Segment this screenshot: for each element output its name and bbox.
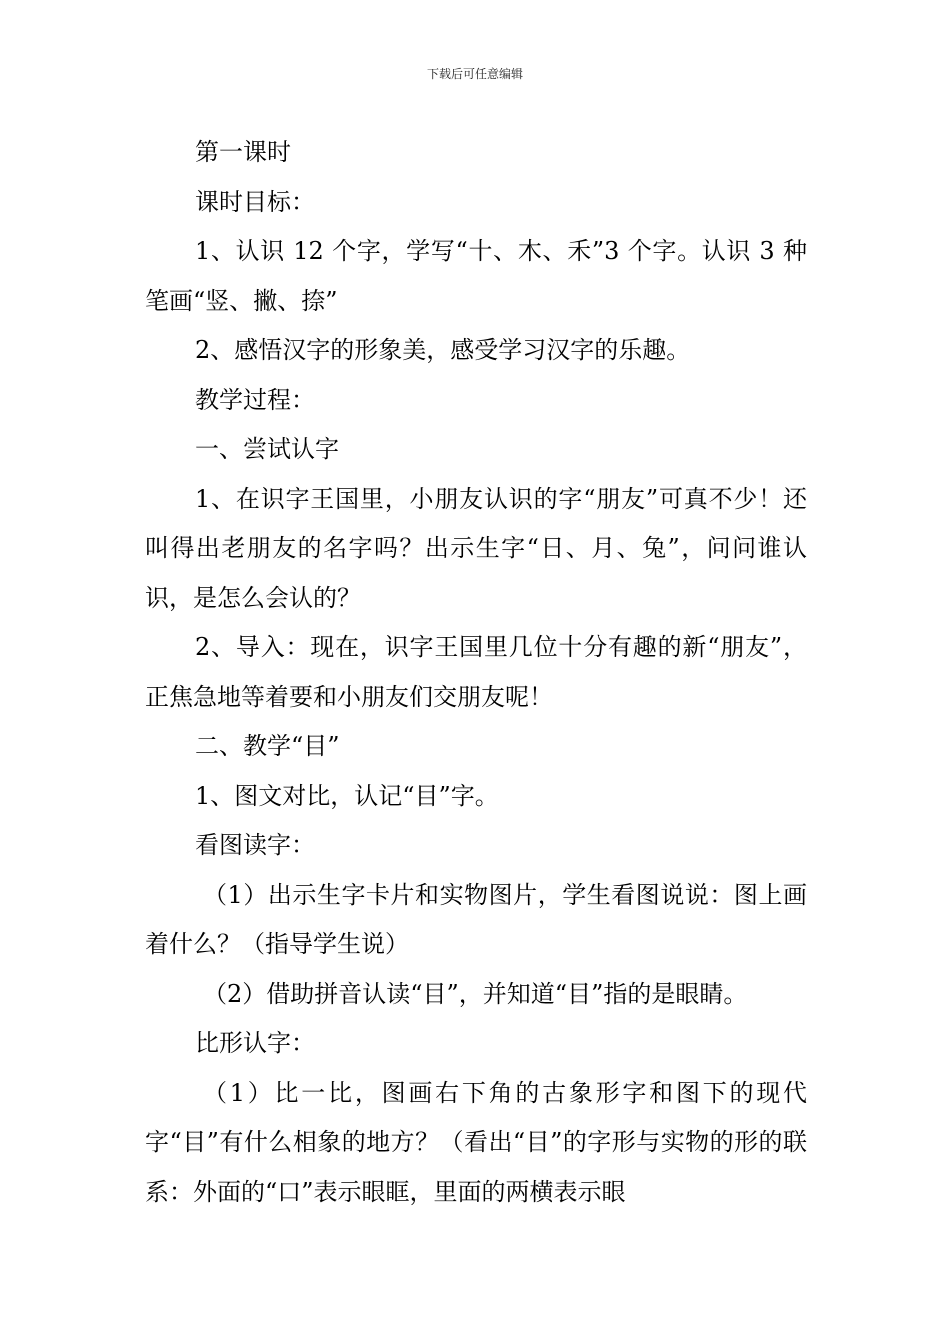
teaching-process-heading: 教学过程：	[195, 385, 315, 414]
section-1-step-2: 2、导入：现在，识字王国里几位十分有趣的新“朋友”，正焦急地等着要和小朋友们交朋友呢！	[145, 633, 807, 711]
page-header: 下载后可任意编辑	[426, 67, 523, 81]
lesson-period-title: 第一课时	[195, 138, 291, 166]
goal-item-2: 2、感悟汉字的形象美，感受学习汉字的乐趣。	[195, 336, 691, 364]
goal-item-1: 1、认识 12 个字，学写“十、木、禾”3 个字。认识 3 种笔画“竖、撇、捺”	[145, 237, 807, 315]
section-heading-1: 一、尝试认字	[195, 435, 339, 463]
section-1-step-1: 1、在识字王国里，小朋友认识的字“朋友”可真不少！还叫得出老朋友的名字吗？出示生字“日、月、兔”，问问谁认识，是怎么会认的？	[145, 484, 807, 612]
subheading-compare-shapes: 比形认字：	[195, 1029, 315, 1057]
section-heading-2: 二、教学“目”	[195, 732, 340, 760]
look-read-item-2: （2）借助拼音认读“目”，并知道“目”指的是眼睛。	[203, 979, 748, 1008]
section-2-step-1: 1、图文对比，认记“目”字。	[195, 781, 499, 810]
lesson-goals-heading: 课时目标：	[195, 187, 315, 216]
subheading-look-and-read: 看图读字：	[195, 831, 315, 859]
look-read-item-1: （1）出示生字卡片和实物图片，学生看图说说：图上画着什么？（指导学生说）	[145, 880, 807, 958]
document-body	[145, 128, 807, 1217]
compare-item-1: （1）比一比，图画右下角的古象形字和图下的现代字“目”有什么相象的地方？（看出“目”的字形与实物的形的联系：外面的“口”表示眼眶，里面的两横表示眼	[145, 1078, 807, 1206]
